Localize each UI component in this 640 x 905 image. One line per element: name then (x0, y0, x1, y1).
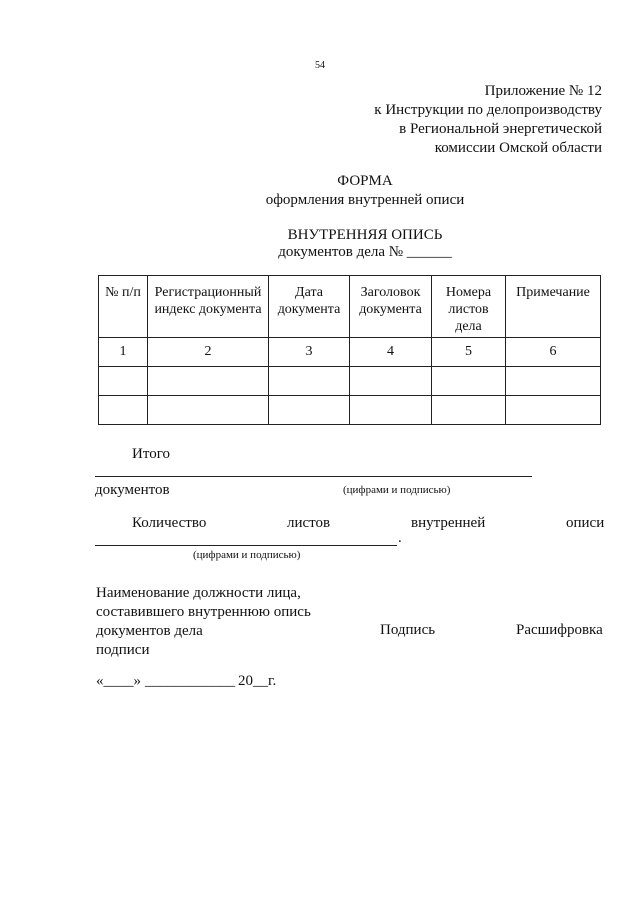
header-number: № п/п (99, 276, 148, 338)
table-cell (269, 396, 350, 425)
page-number: 54 (315, 60, 325, 71)
date-year: 20__г. (238, 673, 277, 689)
table-row (99, 396, 601, 425)
table-cell (148, 367, 269, 396)
table-header-row (99, 276, 601, 338)
table-cell (269, 367, 350, 396)
table-cell: 1 (99, 338, 148, 367)
form-subtitle: оформления внутренней описи (265, 192, 465, 208)
header-sheets: Номера листов дела (432, 276, 506, 338)
decode-label: Расшифровка (516, 622, 603, 638)
appendix-line-3: в Региональной энергетической (399, 121, 602, 137)
total-label: Итого (132, 446, 170, 462)
table-cell: 3 (269, 338, 350, 367)
table-cell (506, 396, 601, 425)
table-cell: 2 (148, 338, 269, 367)
sheets-word-4: описи (566, 515, 605, 531)
table-cell (99, 367, 148, 396)
table-row-numbers (99, 338, 601, 367)
appendix-header (374, 82, 602, 158)
inventory-subtitle: документов дела № ______ (278, 244, 452, 260)
position-label: Наименование должности лица, составившего внутреннюю опись документов дела подписи (96, 585, 311, 658)
inventory-table (98, 275, 601, 425)
table-cell: 6 (506, 338, 601, 367)
table-cell: 4 (350, 338, 432, 367)
total-hint: (цифрами и подписью) (343, 484, 451, 496)
signature-label: Подпись (380, 622, 436, 638)
total-underline (95, 476, 532, 477)
table-cell (99, 396, 148, 425)
table-cell (432, 396, 506, 425)
sheets-word-2: листов (287, 515, 331, 531)
header-note: Примечание (506, 276, 601, 338)
appendix-line-1: Приложение № 12 (484, 83, 602, 99)
table-cell (432, 367, 506, 396)
appendix-line-2: к Инструкции по делопроизводству (374, 102, 602, 118)
header-title: Заголовок документа (350, 276, 432, 338)
table-row (99, 367, 601, 396)
table-cell (350, 367, 432, 396)
table-cell (506, 367, 601, 396)
sheets-word-3: внутренней (411, 515, 486, 531)
form-title: ФОРМА (337, 173, 393, 189)
sheets-dot: . (398, 530, 402, 546)
total-documents-label: документов (95, 482, 170, 498)
date-day: «____» (96, 673, 141, 689)
header-reg-index: Регистрационный индекс документа (148, 276, 269, 338)
header-date: Дата документа (269, 276, 350, 338)
table-cell (148, 396, 269, 425)
inventory-title: ВНУТРЕННЯЯ ОПИСЬ (287, 227, 443, 243)
sheets-hint: (цифрами и подписью) (193, 549, 301, 561)
sheets-word-1: Количество (132, 515, 207, 531)
date-month: ____________ (145, 673, 235, 689)
table-cell (350, 396, 432, 425)
appendix-line-4: комиссии Омской области (434, 140, 602, 156)
table-cell: 5 (432, 338, 506, 367)
sheets-underline (95, 545, 397, 546)
